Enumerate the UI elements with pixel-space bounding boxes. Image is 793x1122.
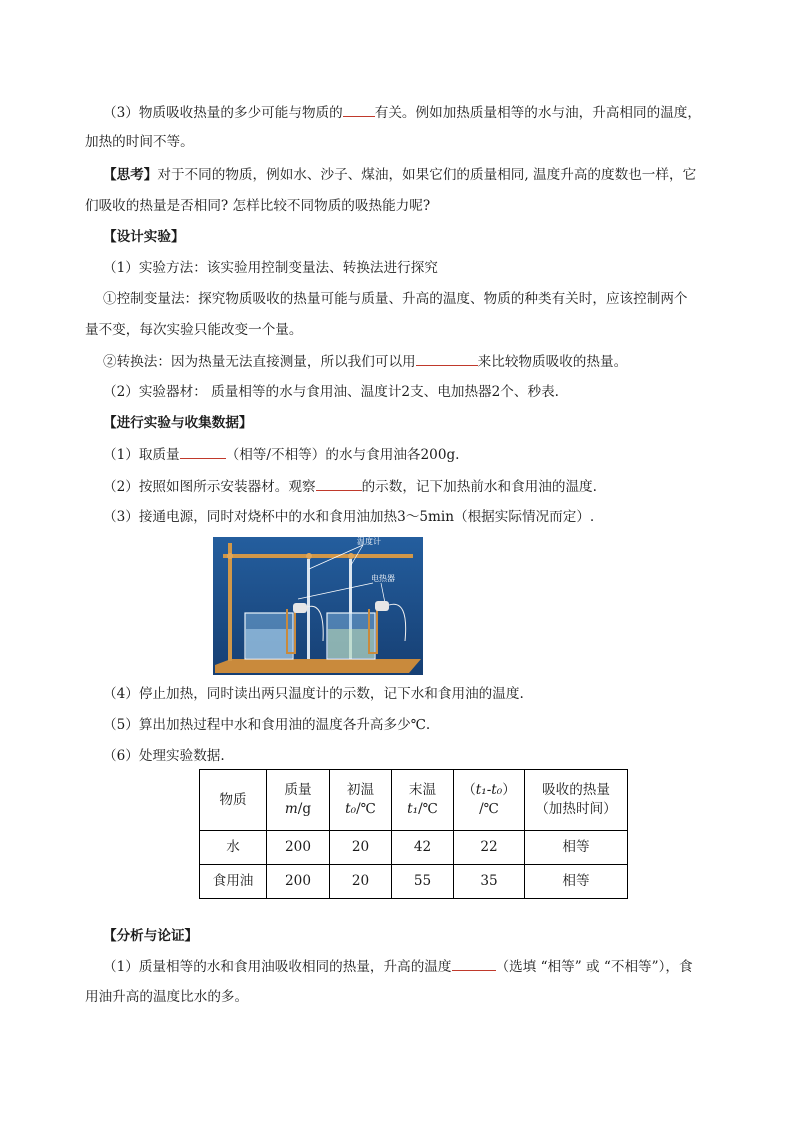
step-1-text-a: （1）取质量: [103, 447, 180, 463]
experiment-figure: [213, 537, 423, 675]
header-diff-symbol: t₁-t₀: [475, 782, 503, 798]
think-line2: 们吸收的热量是否相同? 怎样比较不同物质的吸热能力呢?: [85, 198, 431, 214]
table-cell: 20: [330, 865, 392, 899]
step-6: （6）处理实验数据.: [103, 748, 225, 764]
table-cell: 35: [454, 865, 525, 899]
header-diff-open: （: [462, 782, 476, 798]
header-initial-unit: /℃: [356, 801, 376, 817]
header-temp-change: [454, 770, 525, 831]
answer-blank[interactable]: [452, 956, 496, 971]
header-heat-sub: （加热时间）: [535, 801, 617, 817]
step-2-text-a: （2）按照如图所示安装器材。观察: [103, 479, 316, 495]
conversion-text-b: 来比较物质吸收的热量。: [477, 354, 628, 370]
table-cell: 22: [454, 831, 525, 865]
step-5: （5）算出加热过程中水和食用油的温度各升高多少℃.: [103, 717, 431, 733]
header-initial-symbol: t₀: [345, 801, 357, 817]
conversion-line: [103, 351, 627, 372]
control-variable-line2: 量不变，每次实验只能改变一个量。: [85, 322, 303, 338]
answer-blank[interactable]: [416, 351, 478, 366]
heater-plug-right: [375, 601, 389, 611]
table-cell: 200: [267, 831, 330, 865]
table-cell: 相等: [525, 831, 628, 865]
header-final-temp: [392, 770, 454, 831]
header-mass-symbol: m: [284, 801, 298, 817]
header-final-label: 末温: [408, 782, 437, 798]
heater-plug-left: [293, 603, 307, 613]
header-mass-label: 质量: [284, 782, 312, 798]
table-cell: 42: [392, 831, 454, 865]
paragraph-3-line1: [103, 102, 701, 123]
stand-rod: [228, 543, 232, 661]
paragraph-3-line2: 加热的时间不等。: [85, 134, 194, 150]
answer-blank[interactable]: [343, 102, 375, 117]
header-diff-unit: /℃: [479, 801, 499, 817]
header-heat-label: 吸收的热量: [542, 782, 610, 798]
table-cell: 55: [392, 865, 454, 899]
step-2: [103, 476, 597, 497]
header-final-unit: /℃: [418, 801, 438, 817]
conversion-text-a: ②转换法：因为热量无法直接测量，所以我们可以用: [103, 354, 416, 370]
cross-bar: [223, 554, 413, 558]
data-table: [199, 769, 628, 899]
table-cell: 200: [267, 865, 330, 899]
paragraph-3-text-a: （3）物质吸收热量的多少可能与物质的: [103, 105, 343, 121]
header-initial-label: 初温: [346, 782, 375, 798]
table-row: [200, 865, 628, 899]
analysis-heading: 【分析与论证】: [103, 928, 199, 944]
method-line: （1）实验方法：该实验用控制变量法、转换法进行探究: [103, 260, 438, 276]
table-cell: 食用油: [200, 865, 267, 899]
conclusion-line1: [103, 956, 693, 977]
think-text-a: 对于不同的物质，例如水、沙子、煤油，如果它们的质量相同, 温度升高的度数也一样，它: [157, 167, 697, 183]
thermometer-left: [307, 559, 310, 659]
answer-blank[interactable]: [180, 444, 226, 459]
table-row: [200, 831, 628, 865]
heater-label: 电热器: [371, 574, 395, 583]
think-line1: [103, 165, 696, 185]
header-mass: [267, 770, 330, 831]
procedure-heading: 【进行实验与收集数据】: [103, 415, 253, 431]
equipment-line: （2）实验器材： 质量相等的水与食用油、温度计2支、电加热器2个、秒表.: [103, 384, 559, 400]
header-diff-close: ）: [502, 782, 516, 798]
header-final-symbol: t₁: [407, 801, 419, 817]
base-board: [215, 659, 421, 673]
step-1: [103, 444, 460, 465]
thermometer-label: 温度计: [357, 537, 381, 546]
design-heading: 【设计实验】: [103, 229, 185, 245]
step-2-text-b: 的示数，记下加热前水和食用油的温度.: [361, 479, 597, 495]
header-initial-temp: [330, 770, 392, 831]
table-cell: 水: [200, 831, 267, 865]
table-header-row: [200, 770, 628, 831]
table-cell: 相等: [525, 865, 628, 899]
control-variable-line1: ①控制变量法：探究物质吸收的热量可能与质量、升高的温度、物质的种类有关时，应该控制两个: [103, 291, 688, 307]
step-3: （3）接通电源，同时对烧杯中的水和食用油加热3～5min（根据实际情况而定）.: [103, 509, 595, 525]
step-1-text-b: （相等/不相等）的水与食用油各200g.: [225, 447, 460, 463]
paragraph-3-text-b: 有关。例如加热质量相等的水与油，升高相同的温度，: [374, 105, 701, 121]
conclusion-text-a: （1）质量相等的水和食用油吸收相同的热量，升高的温度: [103, 959, 452, 975]
think-tag: 【思考】: [103, 167, 158, 183]
header-substance: 物质: [200, 770, 267, 831]
answer-blank[interactable]: [316, 476, 362, 491]
step-4: （4）停止加热，同时读出两只温度计的示数，记下水和食用油的温度.: [103, 686, 524, 702]
conclusion-text-b: （选填 “相等” 或 “不相等”），食: [495, 959, 693, 975]
header-heat-absorbed: [525, 770, 628, 831]
header-mass-unit: /g: [297, 801, 312, 817]
table-cell: 20: [330, 831, 392, 865]
conclusion-line2: 用油升高的温度比水的多。: [85, 989, 249, 1005]
